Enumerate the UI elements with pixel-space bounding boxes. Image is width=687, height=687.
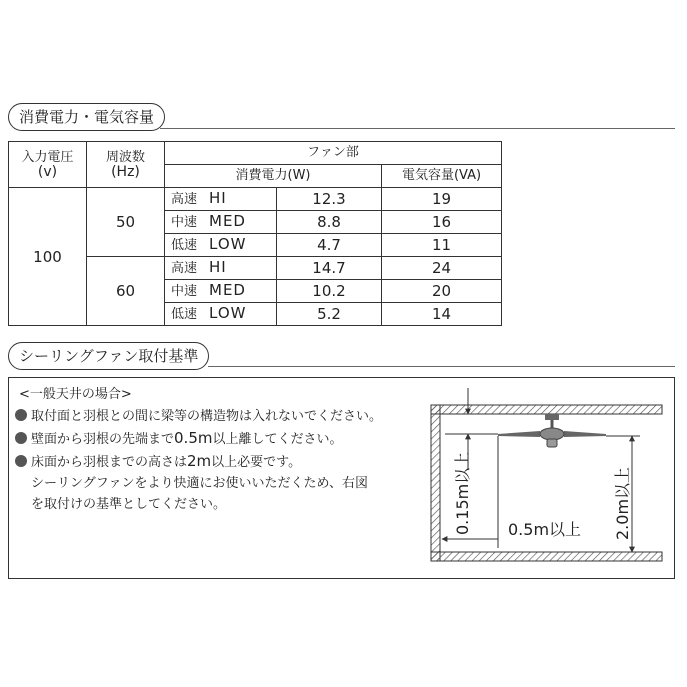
- header-voltage-unit: (v): [37, 163, 58, 180]
- capacity-value: 16: [382, 211, 502, 234]
- ceiling-structure: [431, 405, 662, 414]
- ceiling-gap-label: 0.15m以上: [453, 451, 472, 535]
- guide-header: <一般天井の場合>: [19, 387, 132, 402]
- capacity-value: 24: [382, 257, 502, 280]
- header-frequency-unit: (Hz): [111, 163, 140, 180]
- frequency-60: 60: [87, 257, 165, 326]
- guide-continuation-2: を取付けの基準としてください。: [31, 497, 227, 512]
- mode-label: LOW: [209, 235, 247, 253]
- speed-label: 中速: [171, 284, 198, 299]
- section-title-install-text: シーリングファン取付基準: [19, 347, 199, 365]
- power-value: 4.7: [277, 234, 382, 257]
- capacity-value: 11: [382, 234, 502, 257]
- guide-item-3-text-c: 以上必要です。: [211, 455, 302, 470]
- section-title-power-text: 消費電力・電気容量: [19, 108, 155, 126]
- guide-item-2-text-a: 壁面から羽根の先端まで: [31, 432, 175, 447]
- guide-item-1-text: 取付面と羽根との間に梁等の構造物は入れないでください。: [31, 409, 383, 424]
- power-value: 5.2: [277, 303, 382, 326]
- wall-gap-label: 0.5m以上: [508, 520, 582, 539]
- mode-label: LOW: [209, 304, 247, 322]
- speed-label: 高速: [171, 192, 198, 207]
- wall-structure: [431, 405, 440, 561]
- header-frequency-label: 周波数: [105, 149, 145, 165]
- speed-label: 中速: [171, 215, 198, 230]
- mode-label: MED: [209, 212, 246, 230]
- frequency-50: 50: [87, 188, 165, 257]
- guide-item-3-text-a: 床面から羽根までの高さは: [31, 455, 188, 470]
- floor-height-label: 2.0m以上: [613, 466, 632, 540]
- capacity-value: 19: [382, 188, 502, 211]
- header-fan: ファン部: [165, 142, 502, 165]
- header-power: 消費電力(W): [165, 165, 382, 188]
- speed-label: 高速: [171, 261, 198, 276]
- guide-item-3-height: 2m: [187, 452, 212, 470]
- power-value: 14.7: [277, 257, 382, 280]
- mode-label: MED: [209, 281, 246, 299]
- power-value: 10.2: [277, 280, 382, 303]
- header-voltage-label: 入力電圧: [21, 149, 74, 165]
- capacity-value: 20: [382, 280, 502, 303]
- capacity-value: 14: [382, 303, 502, 326]
- mode-label: HI: [209, 258, 227, 276]
- guide-item-2-distance: 0.5m: [174, 429, 213, 447]
- mode-label: HI: [209, 189, 227, 207]
- header-capacity: 電気容量(VA): [382, 165, 502, 188]
- guide-item-2-text-c: 以上離してください。: [212, 432, 343, 447]
- voltage-value: 100: [9, 188, 87, 326]
- guide-continuation-1: シーリングファンをより快適にお使いいただくため、右図: [31, 476, 368, 491]
- ceiling-fan-icon: [498, 414, 606, 447]
- speed-label: 低速: [171, 307, 198, 322]
- speed-label: 低速: [171, 238, 198, 253]
- power-value: 8.8: [277, 211, 382, 234]
- floor-structure: [431, 552, 662, 561]
- power-value: 12.3: [277, 188, 382, 211]
